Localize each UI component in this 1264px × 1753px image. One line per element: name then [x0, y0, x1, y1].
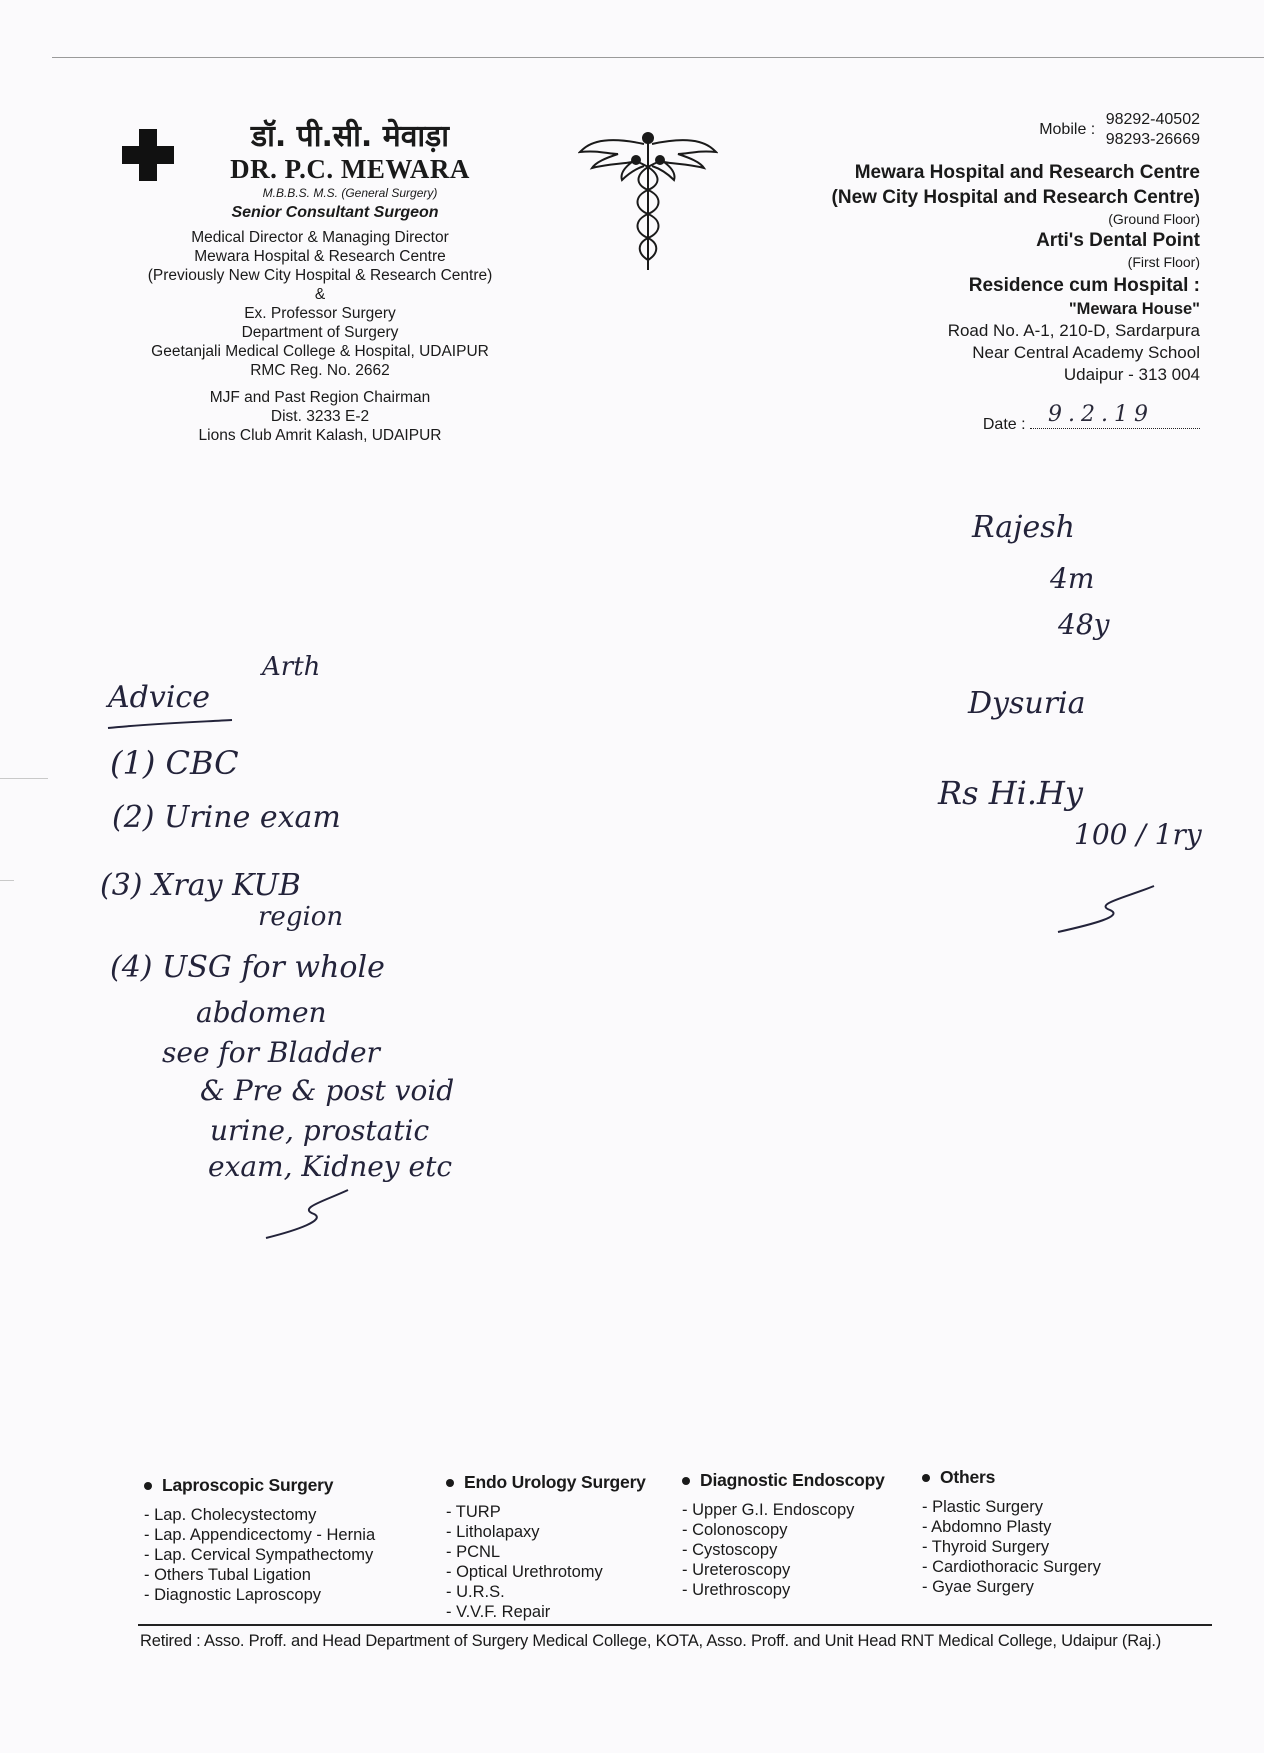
dental-clinic-name: Arti's Dental Point	[1036, 230, 1200, 251]
handwritten-patient-name: Rajesh	[972, 510, 1075, 545]
hospital-address-block	[640, 160, 1200, 386]
handwritten-note: urine, prostatic	[210, 1114, 430, 1147]
doctor-degrees: M.B.B.S. M.S. (General Surgery)	[262, 186, 438, 200]
handwritten-note: exam, Kidney etc	[208, 1150, 453, 1183]
service-item: - Colonoscopy	[682, 1521, 788, 1539]
doctor-name: DR. P.C. MEWARA	[230, 154, 470, 184]
service-heading: Laproscopic Surgery	[144, 1475, 375, 1495]
mobile-numbers	[1039, 110, 1200, 150]
service-column	[446, 1472, 646, 1622]
credential-line: Medical Director & Managing Director	[191, 229, 449, 246]
signature-mark-right	[1054, 880, 1164, 936]
service-item: - Ureteroscopy	[682, 1561, 791, 1579]
residence-heading: Residence cum Hospital :	[968, 275, 1200, 296]
service-item: - Cardiothoracic Surgery	[922, 1558, 1101, 1576]
house-name: "Mewara House"	[1068, 300, 1200, 318]
service-heading: Others	[922, 1467, 1101, 1487]
underline-mark	[106, 718, 236, 732]
handwritten-note: Rs Hi.Hy	[938, 774, 1083, 812]
handwritten-note: abdomen	[196, 996, 327, 1029]
doctor-title: Senior Consultant Surgeon	[231, 204, 439, 221]
service-item: - Litholapaxy	[446, 1523, 540, 1541]
lions-club-line: Dist. 3233 E-2	[270, 408, 370, 425]
hospital-name: Mewara Hospital and Research Centre	[854, 162, 1200, 183]
handwritten-note: 100 / 1ry	[1074, 818, 1202, 851]
top-rule	[52, 57, 1264, 58]
doctor-letterhead	[120, 120, 520, 445]
retired-note: Retired : Asso. Proff. and Head Department of Surgery Medical College, KOTA, Asso. Proff. and Unit Head RNT Medical College, Udaipur (Raj.)	[140, 1632, 1162, 1650]
bullet-icon	[144, 1482, 152, 1490]
handwritten-note: region	[258, 902, 344, 932]
handwritten-note: Advice	[108, 680, 210, 715]
address-line: Road No. A-1, 210-D, Sardarpura	[947, 321, 1200, 340]
service-item: - Others Tubal Ligation	[144, 1566, 311, 1584]
bullet-icon	[682, 1477, 690, 1485]
address-line: Udaipur - 313 004	[1063, 365, 1200, 384]
service-item: - Cystoscopy	[682, 1541, 778, 1559]
credential-line: Ex. Professor Surgery	[244, 305, 396, 322]
service-heading: Diagnostic Endoscopy	[682, 1470, 885, 1490]
date-value: 9.2.19	[1048, 402, 1154, 427]
credential-line: (Previously New City Hospital & Research Centre)	[147, 267, 493, 284]
lions-club-line: Lions Club Amrit Kalash, UDAIPUR	[198, 427, 442, 444]
handwritten-note: 4m	[1050, 562, 1095, 595]
scan-mark	[0, 880, 14, 881]
service-item: - U.R.S.	[446, 1583, 505, 1601]
credential-line: &	[314, 286, 326, 303]
credential-line: Mewara Hospital & Research Centre	[194, 248, 446, 265]
credential-line: Geetanjali Medical College & Hospital, UDAIPUR	[151, 343, 489, 360]
service-item: - Optical Urethrotomy	[446, 1563, 603, 1581]
service-item: - V.V.F. Repair	[446, 1603, 551, 1621]
mobile-number-1: 98292-40502	[1105, 111, 1200, 128]
service-column	[144, 1475, 375, 1605]
scan-mark	[0, 778, 48, 779]
date-field	[982, 402, 1200, 434]
floor-label: (Ground Floor)	[1108, 211, 1200, 227]
service-item: - Diagnostic Laproscopy	[144, 1586, 322, 1604]
address-line: Near Central Academy School	[972, 343, 1200, 362]
handwritten-note: 48y	[1058, 608, 1110, 641]
service-column	[922, 1467, 1101, 1597]
credential-line: Department of Surgery	[241, 324, 399, 341]
footer-rule	[138, 1624, 1212, 1626]
signature-mark-left	[262, 1186, 362, 1242]
date-label: Date :	[982, 416, 1026, 433]
service-item: - TURP	[446, 1503, 501, 1521]
hospital-former-name: (New City Hospital and Research Centre)	[831, 187, 1200, 208]
handwritten-note: (1) CBC	[110, 744, 239, 782]
handwritten-note: (2) Urine exam	[112, 800, 341, 835]
handwritten-note: see for Bladder	[162, 1036, 380, 1069]
bullet-icon	[922, 1474, 930, 1482]
handwritten-note: & Pre & post void	[200, 1074, 455, 1107]
credential-line: RMC Reg. No. 2662	[250, 362, 390, 379]
handwritten-note: Dysuria	[968, 686, 1086, 721]
floor-label: (First Floor)	[1127, 254, 1200, 270]
service-item: - PCNL	[446, 1543, 501, 1561]
service-item: - Gyae Surgery	[922, 1578, 1034, 1596]
service-item: - Lap. Appendicectomy - Hernia	[144, 1526, 376, 1544]
lions-club-line: MJF and Past Region Chairman	[209, 389, 431, 406]
service-item: - Thyroid Surgery	[922, 1538, 1050, 1556]
mobile-number-2: 98293-26669	[1105, 131, 1200, 148]
service-item: - Upper G.I. Endoscopy	[682, 1501, 855, 1519]
service-column	[682, 1470, 885, 1600]
service-item: - Lap. Cervical Sympathectomy	[144, 1546, 374, 1564]
service-item: - Lap. Cholecystectomy	[144, 1506, 317, 1524]
handwritten-note: Arth	[262, 652, 321, 682]
service-item: - Urethroscopy	[682, 1581, 791, 1599]
bullet-icon	[446, 1479, 454, 1487]
handwritten-note: (3) Xray KUB	[100, 868, 301, 903]
service-item: - Plastic Surgery	[922, 1498, 1044, 1516]
service-heading: Endo Urology Surgery	[446, 1472, 646, 1492]
mobile-label: Mobile :	[1039, 121, 1096, 138]
handwritten-note: (4) USG for whole	[110, 950, 385, 985]
doctor-name-hindi: डॉ. पी.सी. मेवाड़ा	[251, 119, 449, 154]
service-item: - Abdomno Plasty	[922, 1518, 1052, 1536]
